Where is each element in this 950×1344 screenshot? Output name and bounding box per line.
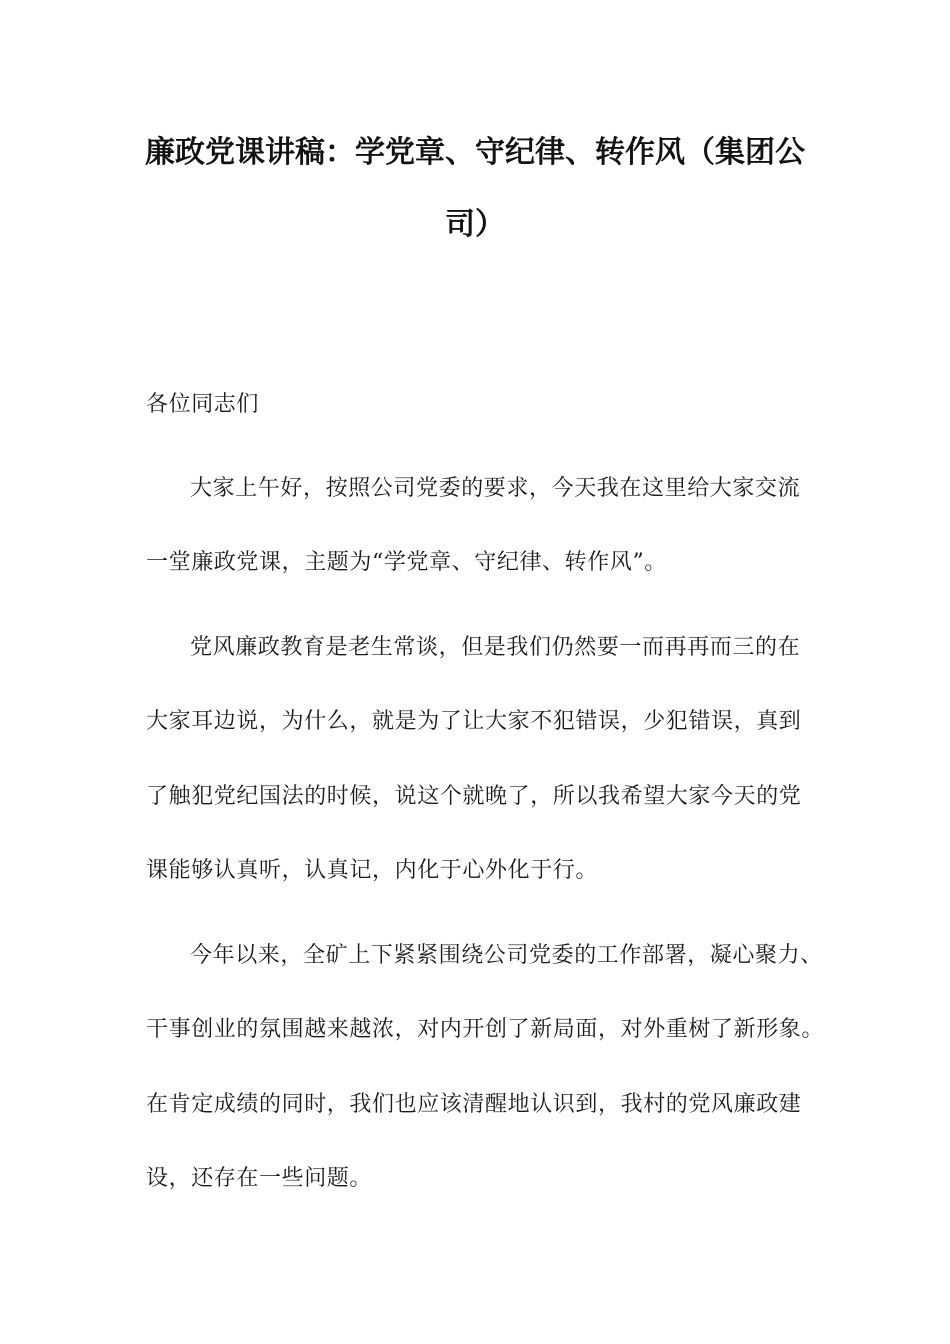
paragraph-line: 了触犯党纪国法的时候，说这个就晚了，所以我希望大家今天的党	[146, 784, 802, 809]
document-title-line-1: 廉政党课讲稿：学党章、守纪律、转作风（集团公	[145, 135, 805, 170]
paragraph-line: 今年以来，全矿上下紧紧围绕公司党委的工作部署，凝心聚力、	[190, 943, 823, 968]
paragraph-line: 一堂廉政党课，主题为“学党章、守纪律、转作风”。	[146, 550, 667, 575]
paragraph-line: 干事创业的氛围越来越浓，对内开创了新局面，对外重树了新形象。	[146, 1017, 825, 1042]
document-title-line-2: 司）	[445, 207, 505, 242]
paragraph-line: 设，还存在一些问题。	[146, 1166, 373, 1191]
paragraph-line: 大家耳边说，为什么，就是为了让大家不犯错误，少犯错误，真到	[146, 709, 802, 734]
paragraph-line: 课能够认真听，认真记，内化于心外化于行。	[146, 858, 599, 883]
paragraph-line: 大家上午好，按照公司党委的要求，今天我在这里给大家交流	[190, 476, 801, 501]
paragraph-line: 党风廉政教育是老生常谈，但是我们仍然要一而再再而三的在	[190, 635, 801, 660]
salutation: 各位同志们	[146, 392, 260, 417]
paragraph-line: 在肯定成绩的同时，我们也应该清醒地认识到，我村的党风廉政建	[146, 1092, 802, 1117]
